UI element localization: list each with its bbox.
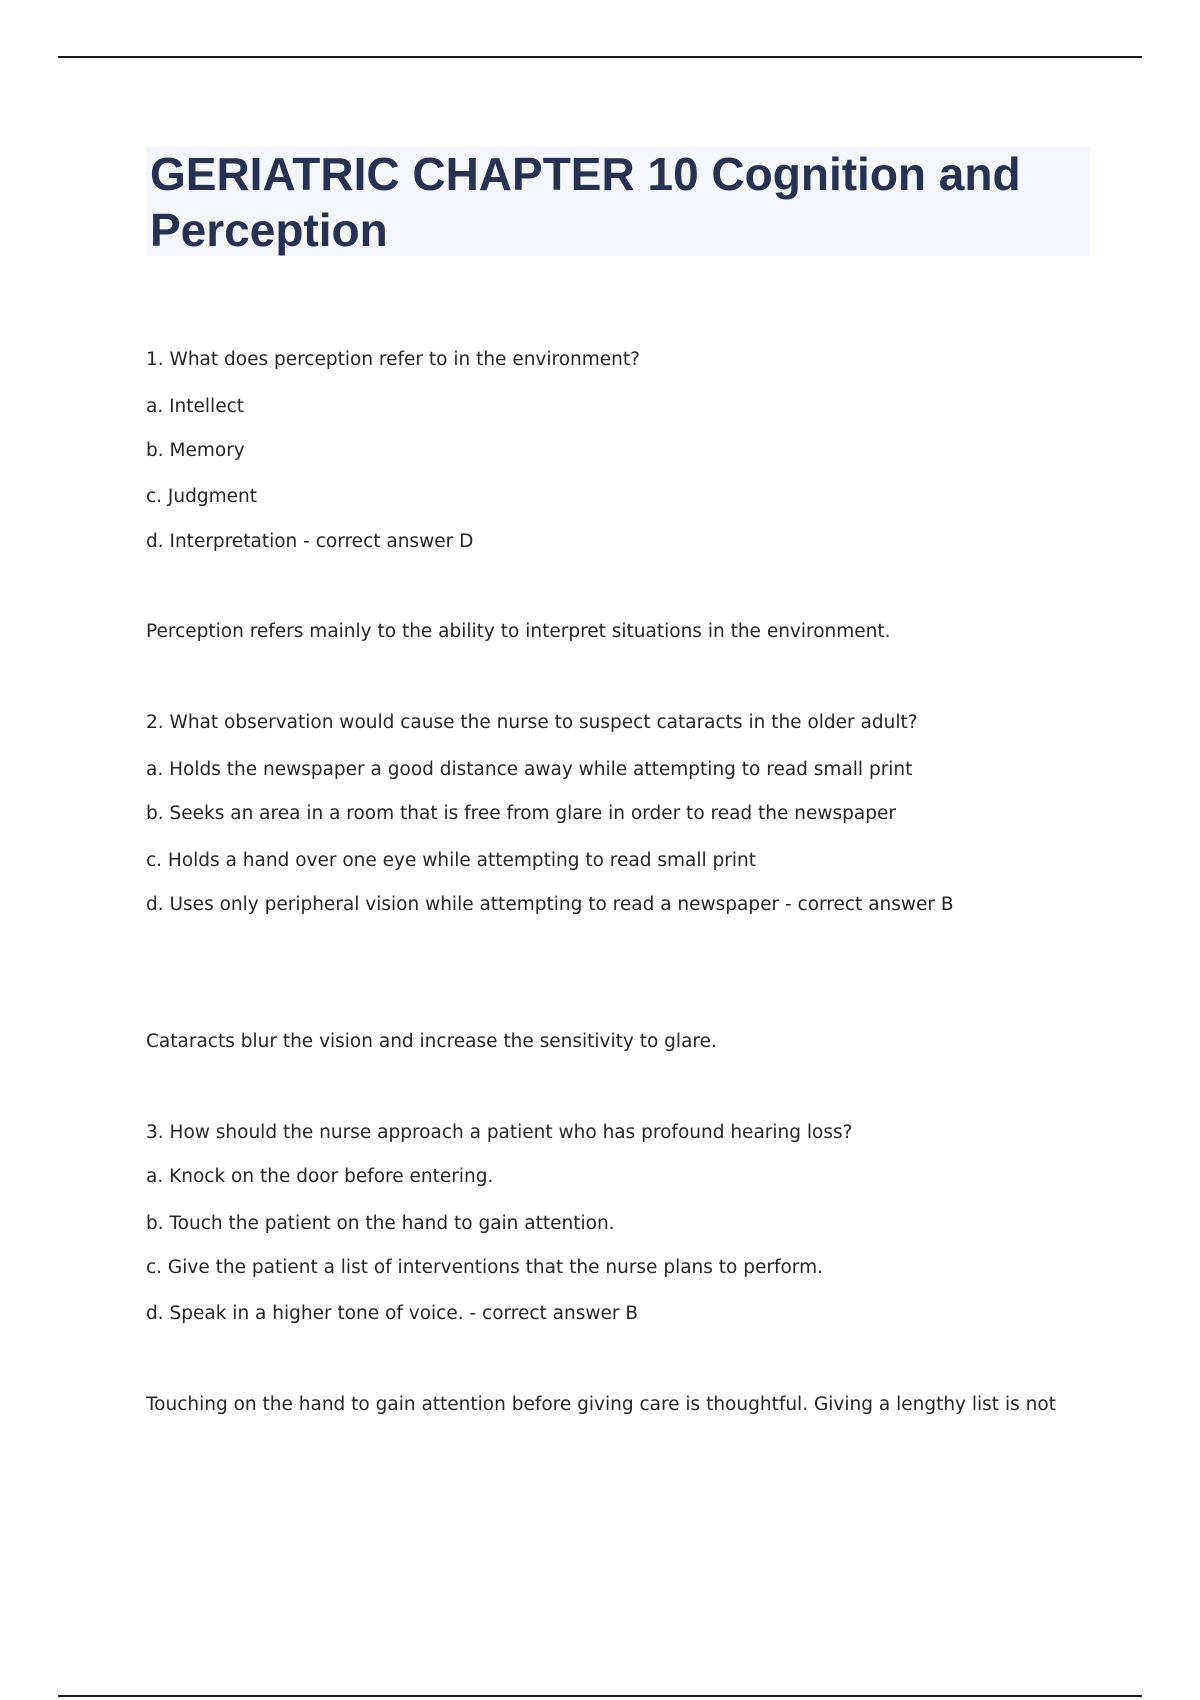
question-2-rationale: Cataracts blur the vision and increase the sensitivity to glare. (146, 1031, 717, 1052)
question-2-option-a: a. Holds the newspaper a good distance away while attempting to read small print (146, 759, 913, 780)
question-2-text: 2. What observation would cause the nurse to suspect cataracts in the older adult? (146, 712, 918, 733)
question-1-option-b: b. Memory (146, 440, 245, 461)
question-3-option-d: d. Speak in a higher tone of voice. - correct answer B (146, 1303, 639, 1324)
document-title: GERIATRIC CHAPTER 10 Cognition and Perception (150, 148, 1021, 256)
question-3-option-c: c. Give the patient a list of interventions that the nurse plans to perform. (146, 1257, 823, 1278)
question-1-option-a: a. Intellect (146, 396, 245, 417)
question-3-option-b: b. Touch the patient on the hand to gain attention. (146, 1213, 615, 1234)
footer-rule (58, 1695, 1142, 1697)
question-3-text: 3. How should the nurse approach a patient who has profound hearing loss? (146, 1122, 853, 1143)
title-banner (146, 146, 1090, 256)
header-rule (58, 56, 1142, 58)
question-1-text: 1. What does perception refer to in the environment? (146, 349, 640, 370)
question-2-option-c: c. Holds a hand over one eye while attempting to read small print (146, 850, 756, 871)
question-1-rationale: Perception refers mainly to the ability to interpret situations in the environment. (146, 621, 891, 642)
question-3-option-a: a. Knock on the door before entering. (146, 1166, 494, 1187)
question-2-option-d: d. Uses only peripheral vision while attempting to read a newspaper - correct answer B (146, 894, 954, 915)
question-1-option-d: d. Interpretation - correct answer D (146, 531, 474, 552)
question-2-option-b: b. Seeks an area in a room that is free from glare in order to read the newspaper (146, 803, 896, 824)
question-1-option-c: c. Judgment (146, 486, 257, 507)
question-3-rationale: Touching on the hand to gain attention before giving care is thoughtful. Giving a lengthy list is not (146, 1394, 1056, 1415)
